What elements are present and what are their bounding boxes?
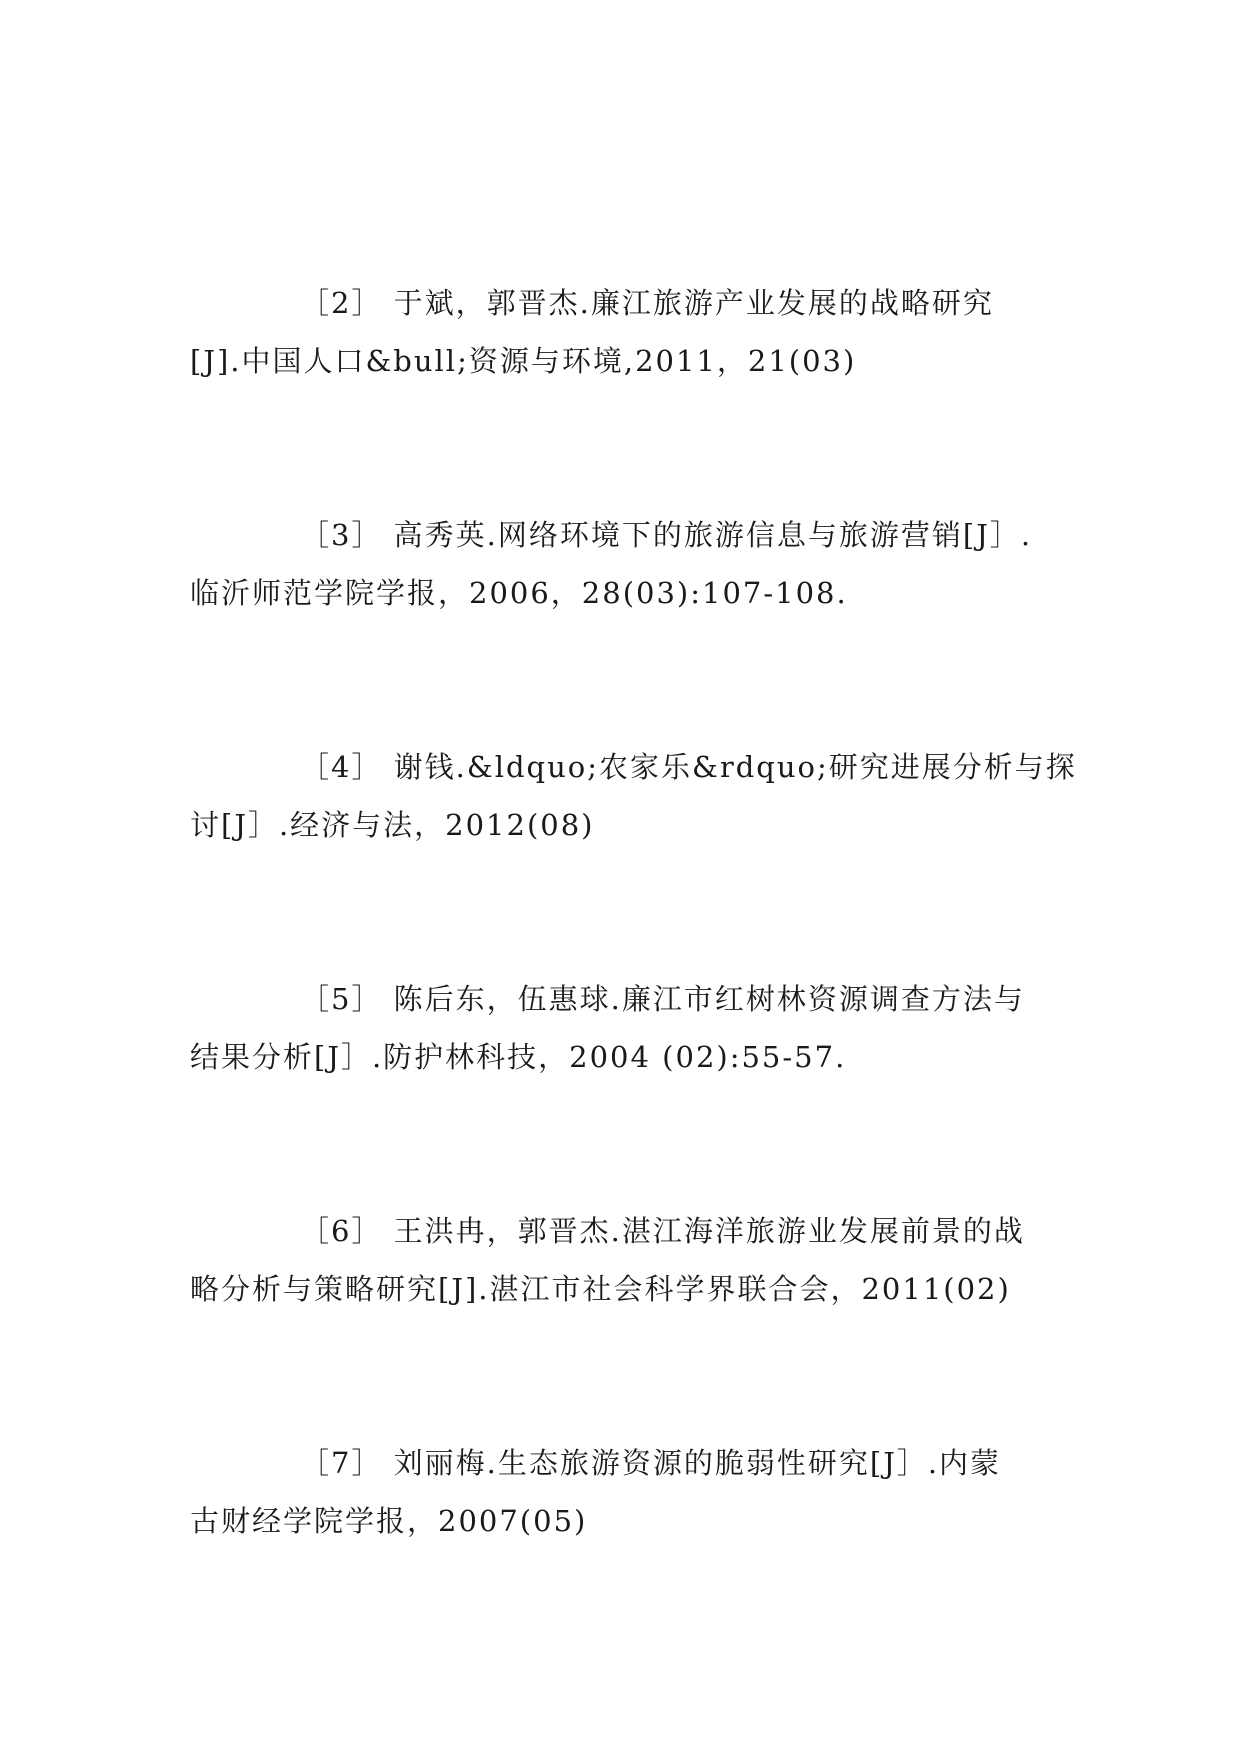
reference-line: ［2］ 于斌，郭晋杰.廉江旅游产业发展的战略研究 xyxy=(300,286,994,320)
reference-line: ［7］ 刘丽梅.生态旅游资源的脆弱性研究[J］.内蒙 xyxy=(300,1446,1002,1480)
reference-item-6 xyxy=(190,1202,1060,1318)
reference-line: ［3］ 高秀英.网络环境下的旅游信息与旅游营销[J］. xyxy=(300,518,1033,552)
reference-item-3 xyxy=(190,506,1060,622)
reference-item-4 xyxy=(190,738,1077,854)
reference-line: ［5］ 陈后东，伍惠球.廉江市红树林资源调查方法与 xyxy=(300,982,1025,1016)
reference-line: [J].中国人口&bull;资源与环境,2011，21(03) xyxy=(190,344,857,378)
reference-item-7 xyxy=(190,1434,1060,1550)
reference-line: 略分析与策略研究[J].湛江市社会科学界联合会，2011(02) xyxy=(190,1272,1011,1306)
reference-line: 临沂师范学院学报，2006，28(03):107-108. xyxy=(190,576,848,610)
reference-line: 结果分析[J］.防护林科技，2004 (02):55-57. xyxy=(190,1040,847,1074)
reference-item-2 xyxy=(190,274,1060,390)
reference-item-5 xyxy=(190,970,1060,1086)
reference-line: 古财经学院学报，2007(05) xyxy=(190,1504,588,1538)
reference-line: ［4］ 谢钱.&ldquo;农家乐&rdquo;研究进展分析与探 xyxy=(300,750,1077,784)
reference-line: 讨[J］.经济与法，2012(08) xyxy=(190,808,595,842)
reference-line: ［6］ 王洪冉，郭晋杰.湛江海洋旅游业发展前景的战 xyxy=(300,1214,1025,1248)
